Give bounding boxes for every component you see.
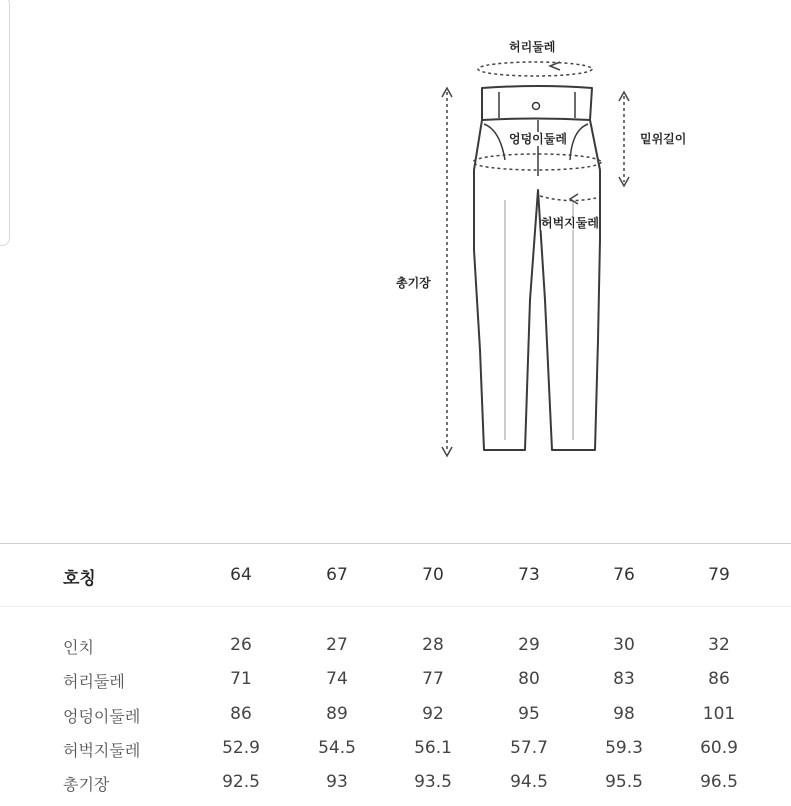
length-label: 총기장: [396, 276, 431, 290]
table-cell: 57.7: [510, 738, 548, 758]
table-row: [0, 772, 791, 806]
size-header: 79: [708, 565, 730, 585]
header-label: 호칭: [63, 569, 96, 589]
table-row: [0, 635, 791, 669]
size-header: 76: [613, 565, 635, 585]
table-cell: 52.9: [222, 738, 260, 758]
table-row: [0, 704, 791, 738]
table-cell: 89: [326, 704, 348, 724]
size-header: 73: [518, 565, 540, 585]
size-header: 67: [326, 565, 348, 585]
table-cell: 86: [708, 669, 730, 689]
rise-label: 밑위길이: [640, 132, 687, 146]
table-cell: 29: [518, 635, 540, 655]
table-cell: 77: [422, 669, 444, 689]
row-label: 허벅지둘레: [63, 741, 141, 760]
table-cell: 28: [422, 635, 444, 655]
table-cell: 92.5: [222, 772, 260, 792]
table-cell: 95.5: [605, 772, 643, 792]
hip-label: 엉덩이둘레: [509, 132, 567, 146]
table-cell: 59.3: [605, 738, 643, 758]
table-row: [0, 669, 791, 703]
row-label: 총기장: [63, 775, 110, 794]
table-cell: 86: [230, 704, 252, 724]
row-label: 엉덩이둘레: [63, 707, 141, 726]
table-cell: 54.5: [318, 738, 356, 758]
table-cell: 93.5: [414, 772, 452, 792]
table-cell: 26: [230, 635, 252, 655]
size-table-header: [0, 544, 791, 607]
table-cell: 71: [230, 669, 252, 689]
table-cell: 30: [613, 635, 635, 655]
size-table: [0, 543, 791, 792]
thigh-measure-line: [540, 196, 596, 201]
table-cell: 60.9: [700, 738, 738, 758]
table-cell: 56.1: [414, 738, 452, 758]
thigh-label: 허벅지둘레: [541, 216, 599, 230]
table-cell: 27: [326, 635, 348, 655]
table-cell: 92: [422, 704, 444, 724]
table-cell: 83: [613, 669, 635, 689]
table-cell: 101: [702, 704, 736, 724]
table-cell: 74: [326, 669, 348, 689]
pants-body-outline: [474, 120, 600, 450]
size-header: 64: [230, 565, 252, 585]
size-header: 70: [422, 565, 444, 585]
waist-label: 허리둘레: [509, 40, 556, 54]
table-cell: 95: [518, 704, 540, 724]
table-cell: 96.5: [700, 772, 738, 792]
table-row: [0, 738, 791, 772]
table-cell: 80: [518, 669, 540, 689]
table-cell: 32: [708, 635, 730, 655]
table-cell: 93: [326, 772, 348, 792]
table-cell: 98: [613, 704, 635, 724]
waist-measure-line: [478, 62, 592, 76]
hip-measure-line: [473, 154, 601, 170]
row-label: 인치: [63, 638, 94, 657]
button-icon: [533, 103, 540, 110]
row-label: 허리둘레: [63, 672, 125, 691]
table-cell: 94.5: [510, 772, 548, 792]
